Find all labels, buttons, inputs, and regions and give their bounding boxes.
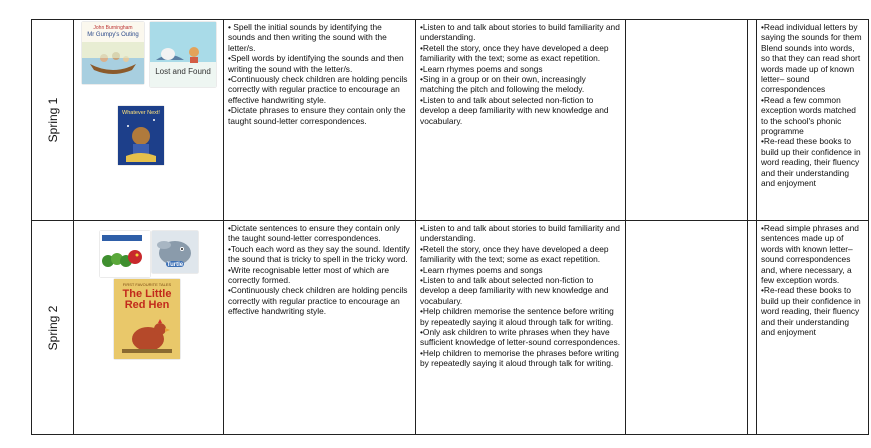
book-cover-image [150, 22, 216, 87]
writing-cell [224, 221, 416, 435]
writing-point: •Spell words by identifying the sounds and then writing the sound with the letter/s. [228, 53, 404, 74]
communication-cell [416, 221, 626, 435]
communication-point: •Help children to memorise the phrases before writing by repeatedly saying it aloud through talk for writing. [420, 347, 619, 369]
reading-point: •Read individual letters by saying the sounds for them Blend sounds into words, so that they can read short words made up of known letter– sound correspondences [761, 22, 862, 95]
table-row [32, 221, 869, 435]
books-cell [74, 221, 224, 435]
books-cell [74, 20, 224, 221]
reading-point: •Re-read these books to build up their confidence in word reading, their fluency and their understanding and enjoyment [761, 136, 861, 189]
empty-cell [626, 20, 748, 221]
writing-point: • Spell the initial sounds by identifying the sounds and then writing the sound with the letter/s. [228, 22, 387, 53]
term-label: Spring 2 [45, 305, 60, 350]
communication-point: •Listen to and talk about selected non-fiction to develop a deep familiarity with new knowledge and vocabulary. [420, 275, 609, 306]
empty-cell [626, 221, 748, 435]
hen-illustration [114, 279, 180, 359]
writing-point: •Write recognisable letter most of which are correctly formed. [228, 264, 390, 286]
communication-point: •Learn rhymes poems and songs [420, 63, 543, 74]
writing-point: •Continuously check children are holding pencils correctly with regular practice to encourage an effective handwriting style. [228, 74, 408, 105]
communication-point: •Only ask children to write phrases when they have sufficient knowledge of letter-sound correspondences. [420, 327, 621, 348]
reading-cell [757, 20, 869, 221]
writing-point: •Touch each word as they say the sound. Identify the sound that is tricky to spell in the tricky word. [228, 243, 410, 265]
book-title: Turtle [166, 262, 184, 268]
communication-point: •Listen to and talk about selected non-fiction to develop a deep familiarity with new knowledge and vocabulary. [420, 94, 609, 126]
term-cell [32, 221, 74, 435]
writing-cell [224, 20, 416, 221]
writing-point: •Dictate phrases to ensure they contain only the taught sound-letter correspondences. [228, 105, 406, 126]
communication-cell [416, 20, 626, 221]
communication-point: •Learn rhymes poems and songs [420, 264, 543, 275]
book-title: Mr Gumpy's Outing [87, 32, 139, 38]
writing-point: •Dictate sentences to ensure they contain only the taught sound-letter correspondences. [228, 223, 400, 244]
book-title: The Little Red Hen [122, 288, 172, 311]
table-row [32, 20, 869, 221]
book-title: Whatever Next! [122, 110, 160, 116]
book-cover-image [100, 231, 150, 277]
book-title [100, 235, 150, 243]
reading-cell [757, 221, 869, 435]
empty-cell [748, 221, 757, 435]
empty-cell [748, 20, 757, 221]
book-cover-image [82, 22, 144, 84]
book-cover-image [118, 106, 164, 165]
reading-point: •Read simple phrases and sentences made up of words with known letter– sound correspondences and, where necessary, a few exception words. [761, 223, 859, 286]
book-author: John Burningham [93, 25, 133, 31]
writing-point: •Continuously check children are holding pencils correctly with regular practice to encourage an effective handwriting style. [228, 285, 408, 317]
communication-point: •Sing in a group or on their own, increasingly matching the pitch and following the melody. [420, 74, 586, 95]
term-cell [32, 20, 74, 221]
communication-point: •Retell the story, once they have developed a deep familiarity with the text; some as exact repetition. [420, 42, 609, 64]
communication-point: •Listen to and talk about stories to build familiarity and understanding. [420, 223, 620, 244]
communication-point: •Retell the story, once they have developed a deep familiarity with the text; some as exact repetition. [420, 243, 609, 265]
term-label: Spring 1 [45, 97, 60, 143]
communication-point: •Listen to and talk about stories to build familiarity and understanding. [420, 22, 620, 43]
communication-point: •Help children memorise the sentence before writing by repeatedly saying it aloud through talk for writing. [420, 306, 614, 327]
book-illustration [118, 106, 164, 165]
book-series: FIRST FAVOURITE TALES [122, 282, 172, 287]
book-title: Lost and Found [155, 67, 211, 76]
reading-point: •Read a few common exception words matched to the school's phonic programme [761, 94, 856, 137]
curriculum-table [31, 19, 869, 435]
book-cover-image [152, 231, 198, 273]
book-cover-image [114, 279, 180, 359]
book-illustration [82, 22, 144, 84]
reading-point: •Re-read these books to build up their confidence in word reading, their fluency and their understanding and enjoyment [761, 285, 861, 338]
book-illustration [150, 22, 216, 87]
